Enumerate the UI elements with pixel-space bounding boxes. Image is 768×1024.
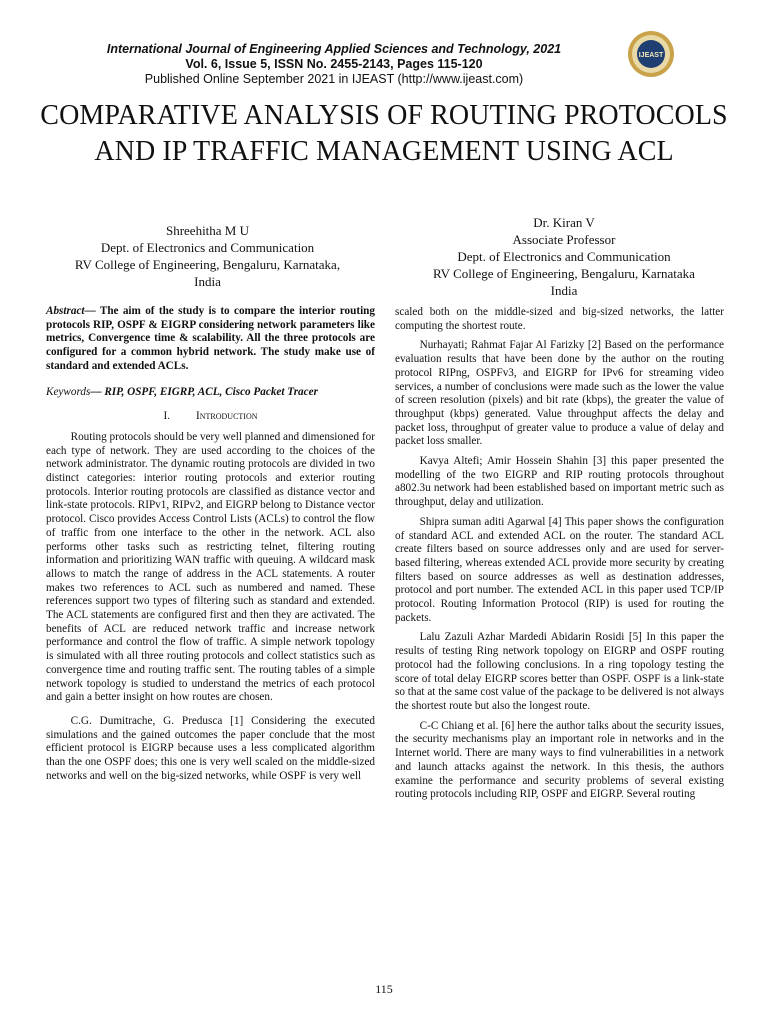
author-institution: RV College of Engineering, Bengaluru, Karnataka, (74, 257, 341, 272)
section-heading (46, 410, 375, 424)
left-column (46, 305, 375, 784)
author-name: Shreehitha M U (165, 223, 250, 238)
author-block-1 (45, 222, 370, 290)
paragraph: Routing protocols should be very well planned and dimensioned for each type of network. They are used according to the choices of the network administrator. The dynamic routing protocols are divided in two distinct categories: interior routing protocols and exterior routing protocols. Interior routing protocols are classified as distance vector and link-state protocols. RIPv1, RIPv2, and EIGRP belong to Distance vector protocol. Cisco provides Access Control Lists (ACLs) to control the flow of traffic from one interface to the other in the network. ACL also performs other tasks such as restricting telnet, filtering routing information and prioritizing WAN traffic with queuing. A wildcard mask allows to match the range of address in the ACL statements. A router makes two references to ACL such as numbered and named. These references support two types of filtering such as standard and extended. The ACL statements are configured first and then they are activated. The benefits of ACL are reduced network traffic and increase network performance and control the flow of traffic. A simple network topology is simulated with all three routing protocols and collect statistics such as convergence time and routing traffic sent. The routing tables of a simple network topology is studied to understand the metrics of each protocol and gain a better insight on how routes are chosen. (46, 430, 375, 704)
right-column (395, 306, 724, 802)
paragraph: Lalu Zazuli Azhar Mardedi Abidarin Rosidi [5] In this paper the results of testing Ring network topology on EIGRP and OSPF routing protocol had the following conclusions. In a ring topology testing the score of total delay EIGRP scores better than OSPF. OSPF is a link-state so that at the same cost value of the package to be delivered is not always the shortest route but also the longest route. (395, 631, 724, 712)
paragraph: Nurhayati; Rahmat Fajar Al Farizky [2] Based on the performance evaluation results that have been done by the author on the routing protocol RIPng, OSPFv3, and EIGRP for IPv6 for streaming video services, a number of conclusions were made such as the lower the value of screen resolution (pixels) and bit rate (kbps), the greater the value of throughput (kbps) generated. Value throughput affects the delay and packet loss, throughput of greater value to produce a value of delay and packet loss smaller. (395, 339, 724, 448)
keywords (46, 386, 375, 400)
keywords-text: — RIP, OSPF, EIGRP, ACL, Cisco Packet Tracer (90, 385, 318, 398)
abstract-text: — The aim of the study is to compare the interior routing protocols RIP, OSPF & EIGRP considering network parameters like metrics, Convergence time & scalability. All the three protocols are configured for a common hybrid network. The study make use of standard and extended ACLs. (46, 305, 375, 372)
paragraph: Kavya Altefi; Amir Hossein Shahin [3] this paper presented the modelling of the two EIGRP and RIP routing protocols throughout a802.3u network had been established based on important metric such as throughput, delay and utilization. (395, 455, 724, 509)
section-title: Introduction (196, 410, 258, 423)
author-country: India (550, 283, 578, 298)
publication-info: Published Online September 2021 in IJEAST (http://www.ijeast.com) (144, 72, 524, 86)
abstract (46, 305, 375, 374)
author-institution: RV College of Engineering, Bengaluru, Karnataka (433, 266, 695, 281)
paragraph: C-C Chiang et al. [6] here the author talks about the security issues, the security mechanisms play an important role in networks and in the Internet world. There are many ways to find vulnerabilities in a network and launch attacks against the network. In this thesis, the authors examine the performance and security problems of several existing routing protocols including RIP, OSPF and EIGRP. Several routing (395, 719, 724, 801)
logo-text: IJEAST (638, 52, 664, 59)
author-department: Dept. of Electronics and Communication (457, 249, 671, 264)
section-number: I. (163, 410, 171, 423)
journal-name: International Journal of Engineering Applied Sciences and Technology, 2021 (106, 42, 562, 56)
page-number: 115 (375, 982, 393, 996)
abstract-label: Abstract (46, 305, 85, 317)
author-country: India (194, 274, 221, 289)
author-block-2 (405, 214, 723, 299)
author-position: Associate Professor (512, 232, 616, 247)
paragraph: C.G. Dumitrache, G. Predusca [1] Considering the executed simulations and the gained outcomes the paper conclude that the most efficient protocol is EIGRP because uses a less complicated algorithm than the one OSPF does; this one is very well scaled on the middle-sized networks and well on the big-sized networks, while OSPF is very well (46, 714, 375, 782)
journal-volume: Vol. 6, Issue 5, ISSN No. 2455-2143, Pages 115-120 (185, 57, 483, 71)
paragraph: Shipra suman aditi Agarwal [4] This paper shows the configuration of standard ACL and extended ACL on the router. The standard ACL create filters based on source addresses only and are used for server-based filtering, whereas extended ACL provide more security by creating filters based on source addresses as well as destination addresses, protocol and port number. The extended ACL in this paper used TCP/IP protocol. Routing Information Protocol (RIP) is used for routing the packets. (395, 515, 724, 624)
author-department: Dept. of Electronics and Communication (100, 240, 315, 255)
author-name: Dr. Kiran V (533, 215, 595, 230)
keywords-label: Keywords (46, 385, 91, 398)
ijeast-logo (627, 30, 675, 78)
paragraph: scaled both on the middle-sized and big-sized networks, the latter computing the shortest route. (395, 306, 724, 332)
paper-title: COMPARATIVE ANALYSIS OF ROUTING PROTOCOLS AND IP TRAFFIC MANAGEMENT USING ACL (40, 100, 728, 167)
